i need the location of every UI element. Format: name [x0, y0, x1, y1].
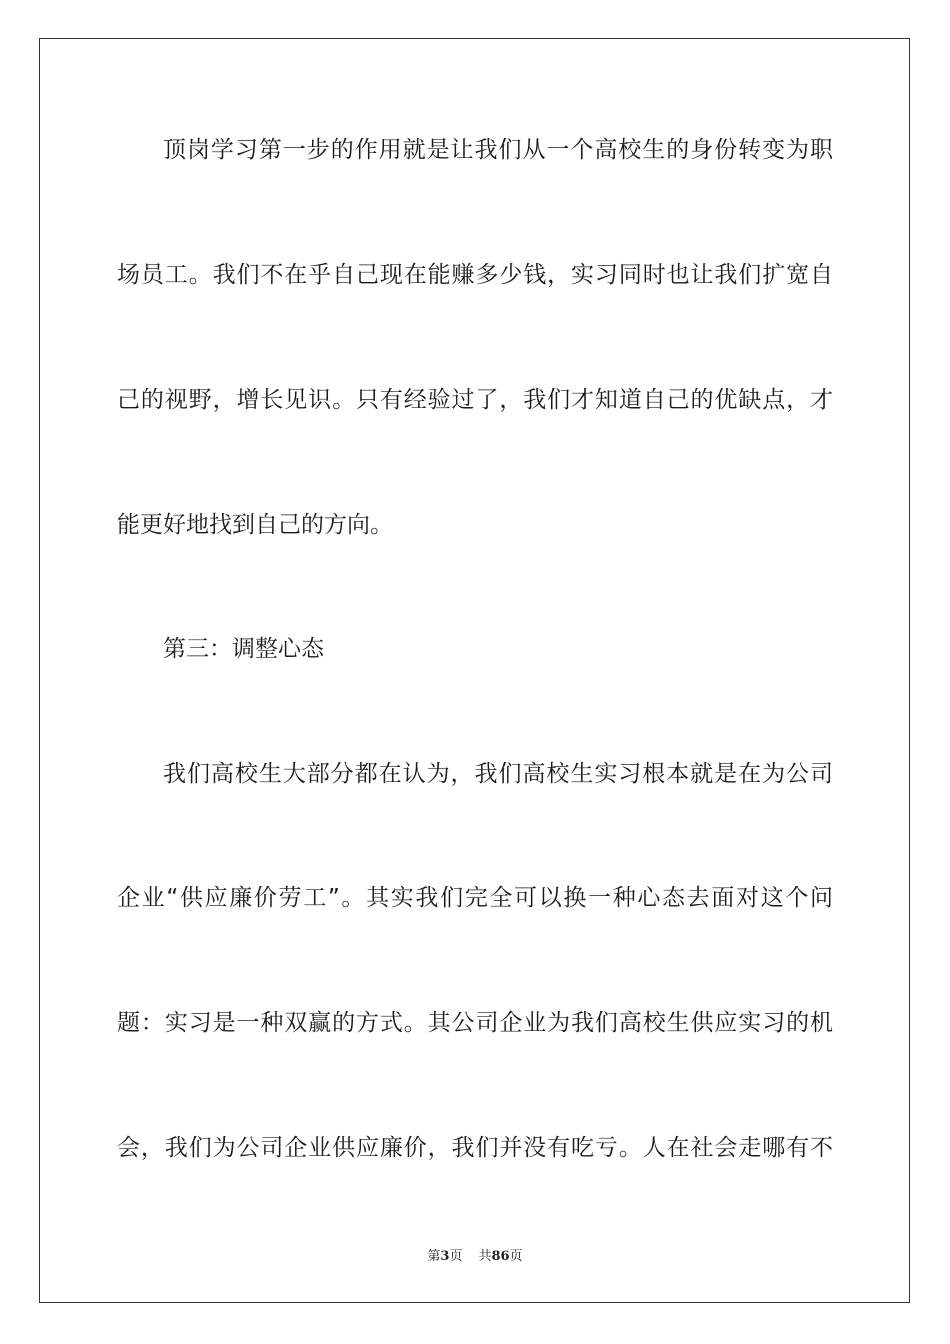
paragraph-line: 企业“供应廉价劳工”。其实我们完全可以换一种心态去面对这个问	[117, 885, 833, 911]
paragraph-line: 能更好地找到自己的方向。	[117, 512, 393, 538]
paragraph-line: 会，我们为公司企业供应廉价，我们并没有吃亏。人在社会走哪有不	[117, 1135, 833, 1161]
page-suffix: 页	[449, 1249, 463, 1264]
page-footer	[0, 1248, 950, 1266]
total-prefix: 共	[478, 1249, 492, 1264]
total-suffix: 页	[509, 1249, 523, 1264]
page-border	[39, 38, 910, 1303]
paragraph-line: 题：实习是一种双赢的方式。其公司企业为我们高校生供应实习的机	[117, 1010, 833, 1036]
total-pages: 86	[491, 1249, 510, 1264]
paragraph-line: 场员工。我们不在乎自己现在能赚多少钱，实习同时也让我们扩宽自	[117, 262, 833, 288]
paragraph-line: 己的视野，增长见识。只有经验过了，我们才知道自己的优缺点，才	[117, 387, 833, 413]
paragraph-line: 我们高校生大部分都在认为，我们高校生实习根本就是在为公司	[163, 761, 833, 787]
paragraph-line: 顶岗学习第一步的作用就是让我们从一个高校生的身份转变为职	[163, 137, 833, 163]
page-number: 3	[440, 1249, 450, 1264]
section-heading: 第三：调整心态	[163, 636, 324, 662]
page-prefix: 第	[427, 1249, 441, 1264]
